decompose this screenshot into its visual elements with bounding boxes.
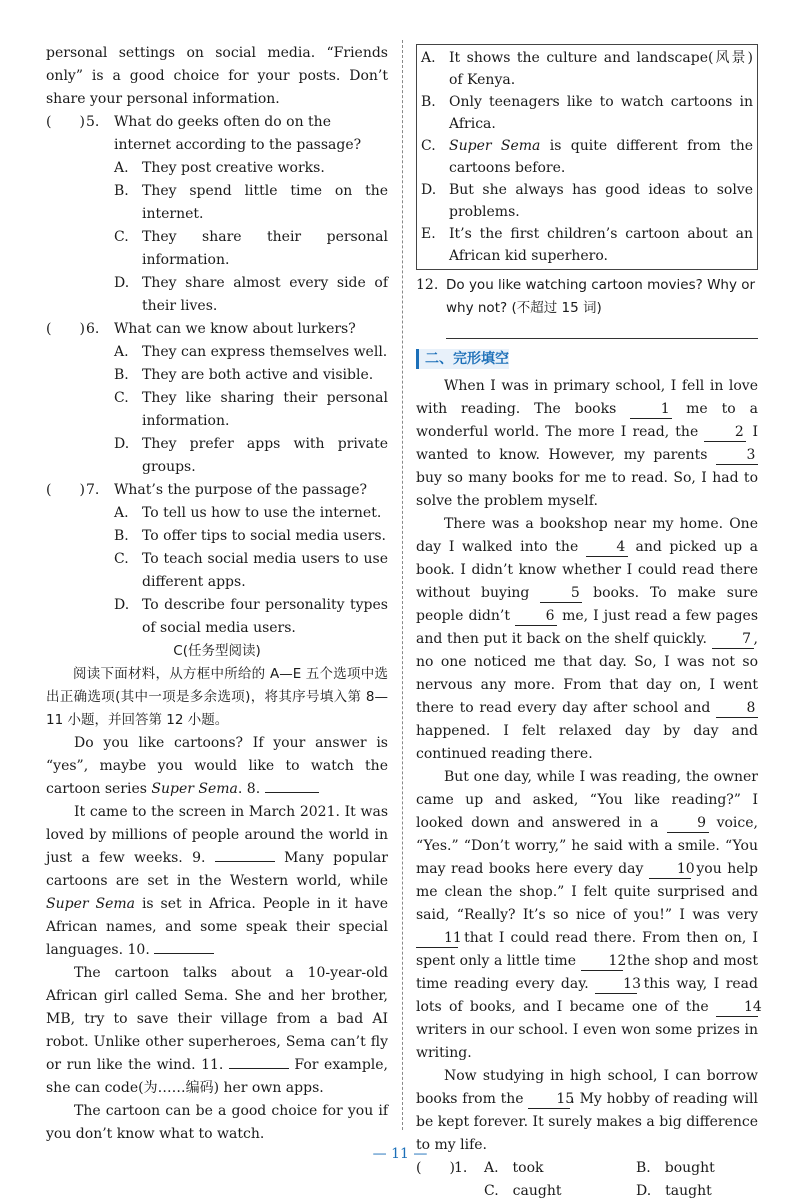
option-letter: A. [114, 160, 129, 176]
box-option [421, 47, 753, 91]
cloze-blank-7[interactable]: 7 [712, 630, 754, 649]
question-item [46, 111, 388, 157]
box-option [421, 91, 753, 135]
option-letter: A. [114, 505, 129, 521]
cloze-blank-8[interactable]: 8 [716, 699, 758, 718]
option-text: It shows the culture and landscape(风景) of Kenya. [449, 50, 753, 88]
question-list [46, 111, 388, 640]
option-text: They are both active and visible. [142, 367, 374, 383]
question-item [46, 318, 388, 341]
box-option [421, 179, 753, 223]
question-12: 12. Do you like watching cartoon movies? Why or why not? (不超过 15 词) [416, 277, 756, 316]
option-letter: A. [421, 50, 436, 66]
cloze-paragraph: But one day, while I was reading, the owner came up and asked, “You like reading?” I looked down and answered in a 9 voice, “Yes.” “Don’t worry,” he said with a smile. “You may read books here every day 10 you help me clean the shop.” I felt quite surprised and said, “Really? It’s so nice of you!” I was very 11 that I could read there. From then on, I spent only a little time 12 the shop and most time reading every day. 13 this way, I read lots of books, and I became one of the 14 writers in our school. I even won some prizes in writing. [416, 769, 762, 1061]
cloze-blank-4[interactable]: 4 [586, 538, 628, 557]
option-b[interactable]: B. bought [636, 1160, 715, 1176]
option-letter: B. [114, 528, 129, 544]
left-column [46, 42, 388, 1146]
option-text: But she always has good ideas to solve problems. [449, 182, 753, 220]
c-paragraph-2: It came to the screen in March 2021. It was loved by millions of people around the world in just a few weeks. 9. Many popular cartoons are set in the Western world, while Super Sema is set in Africa. People in it have African names, and some speak their special languages. 10. [46, 804, 389, 958]
answer-line-12[interactable] [446, 338, 758, 339]
answer-option[interactable] [46, 387, 388, 433]
option-text: To describe four personality types of social media users. [142, 597, 388, 636]
cloze-paragraph: Now studying in high school, I can borrow books from the 15. My hobby of reading will be kept forever. It surely makes a big difference to my life. [416, 1068, 758, 1153]
option-letter: C. [114, 229, 129, 245]
option-italic: Super Sema [449, 138, 541, 154]
question-number: 6. [86, 321, 100, 337]
option-c[interactable]: C. caught [484, 1183, 562, 1199]
section-2-heading: 二、完形填空 [416, 349, 509, 369]
question-stem: What do geeks often do on the internet according to the passage? [114, 114, 362, 153]
question-stem: What’s the purpose of the passage? [114, 482, 368, 498]
option-letter: D. [114, 597, 130, 613]
answer-paren[interactable]: ( ) [46, 321, 85, 337]
answer-blank-10[interactable] [154, 953, 214, 954]
option-letter: C. [421, 138, 436, 154]
option-letter: B. [114, 183, 129, 199]
option-text: They post creative works. [142, 160, 325, 176]
cloze-blank-6[interactable]: 6 [515, 607, 557, 626]
right-column [416, 44, 762, 1203]
option-letter: D. [114, 275, 130, 291]
answer-option[interactable] [46, 226, 388, 272]
option-letter: B. [114, 367, 129, 383]
c-paragraph-3: The cartoon talks about a 10-year-old African girl called Sema. She and her brother, MB, try to save their village from a bad AI robot. Unlike other superheroes, Sema can’t fly or run like the wind. 11. For example, she can code(为……编码) her own apps. [46, 965, 389, 1096]
answer-blank-9[interactable] [215, 861, 275, 862]
answer-option[interactable] [46, 272, 388, 318]
cloze-passage [416, 375, 762, 1157]
question-stem: What can we know about lurkers? [114, 321, 356, 337]
option-text: To tell us how to use the internet. [142, 505, 382, 521]
option-text: To offer tips to social media users. [142, 528, 386, 544]
option-letter: B. [421, 94, 436, 110]
box-option [421, 135, 753, 179]
option-text: It’s the first children’s cartoon about an African kid superhero. [449, 226, 753, 264]
cloze-question-1 [416, 1157, 758, 1203]
answer-blank-11[interactable] [229, 1068, 289, 1069]
column-divider [402, 40, 403, 1130]
c-paragraph-4: The cartoon can be a good choice for you if you don’t know what to watch. [46, 1103, 388, 1142]
question-number: 7. [86, 482, 100, 498]
cloze-paragraph: When I was in primary school, I fell in love with reading. The books 1 me to a wonderful world. The more I read, the 2 I wanted to know. However, my parents 3 buy so many books for me to read. So, I had to solve the problem myself. [416, 378, 758, 509]
question-number: 5. [86, 114, 100, 130]
option-text: They can express themselves well. [142, 344, 388, 360]
option-letter: E. [421, 226, 436, 242]
cloze-blank-3[interactable]: 3 [716, 446, 758, 465]
cloze-blank-15[interactable]: 15 [528, 1090, 570, 1109]
option-text: To teach social media users to use different apps. [142, 551, 388, 590]
c-paragraph-1: Do you like cartoons? If your answer is “yes”, maybe you would like to watch the cartoon series Super Sema. 8. [46, 735, 388, 797]
option-letter: C. [114, 390, 129, 406]
answer-option[interactable] [46, 180, 388, 226]
answer-option[interactable] [46, 341, 388, 364]
section-c-title: C(任务型阅读) [173, 643, 261, 659]
option-letter: C. [114, 551, 129, 567]
answer-option[interactable] [46, 157, 388, 180]
cloze-blank-2[interactable]: 2 [704, 423, 746, 442]
option-text: is quite different from the cartoons before. [449, 138, 754, 176]
answer-option[interactable] [46, 525, 388, 548]
option-text: They share their personal information. [142, 229, 388, 268]
answer-blank-8[interactable] [265, 792, 319, 793]
option-letter: D. [421, 182, 437, 198]
box-option [421, 223, 753, 267]
cloze-blank-10[interactable]: 10 [649, 860, 691, 879]
answer-option[interactable] [46, 502, 388, 525]
cloze-blank-14[interactable]: 14 [716, 998, 758, 1017]
options-box [416, 44, 758, 270]
cloze-blank-5[interactable]: 5 [540, 584, 582, 603]
option-text: They share almost every side of their lives. [142, 275, 388, 314]
cloze-blank-12[interactable]: 12 [581, 952, 623, 971]
answer-option[interactable] [46, 433, 388, 479]
question-item [46, 479, 388, 502]
answer-option[interactable] [46, 548, 388, 594]
option-letter: A. [114, 344, 129, 360]
option-letter: D. [114, 436, 130, 452]
cloze-blank-9[interactable]: 9 [667, 814, 709, 833]
section-c-instructions: 阅读下面材料，从方框中所给的 A—E 五个选项中选出正确选项(其中一项是多余选项)，将其序号填入第 8—11 小题，并回答第 12 小题。 [46, 666, 388, 728]
cloze-paragraph: There was a bookshop near my home. One day I walked into the 4 and picked up a book. I didn’t know whether I could read there without buying 5 books. To make sure people didn’t 6 me, I just read a few pages and then put it back on the shelf quickly. 7 , no one noticed me that day. So, I was not so nervous any more. From that day on, I went there to read every day after school and 8 happened. I felt relaxed day by day and continued reading there. [416, 516, 759, 762]
option-text: They prefer apps with private groups. [142, 436, 388, 475]
answer-paren[interactable]: ( ) [46, 482, 85, 498]
intro-paragraph: personal settings on social media. “Friends only” is a good choice for your posts. Don’t share your personal information. [46, 45, 388, 107]
option-a[interactable]: A. took [484, 1160, 544, 1176]
page-number: — 11 — [372, 1146, 428, 1162]
answer-option[interactable] [46, 594, 388, 640]
answer-paren[interactable]: ( ) [46, 114, 85, 130]
cloze-blank-13[interactable]: 13 [595, 975, 637, 994]
cloze-blank-11[interactable]: 11 [416, 929, 458, 948]
question-number: 1. [454, 1160, 468, 1176]
option-text: They like sharing their personal information. [142, 390, 388, 429]
answer-option[interactable] [46, 364, 388, 387]
option-text: They spend little time on the internet. [142, 183, 388, 222]
option-d[interactable]: D. taught [636, 1183, 712, 1199]
cloze-blank-1[interactable]: 1 [630, 400, 672, 419]
answer-paren[interactable]: ( ) [416, 1160, 455, 1176]
option-text: Only teenagers like to watch cartoons in Africa. [449, 94, 753, 132]
